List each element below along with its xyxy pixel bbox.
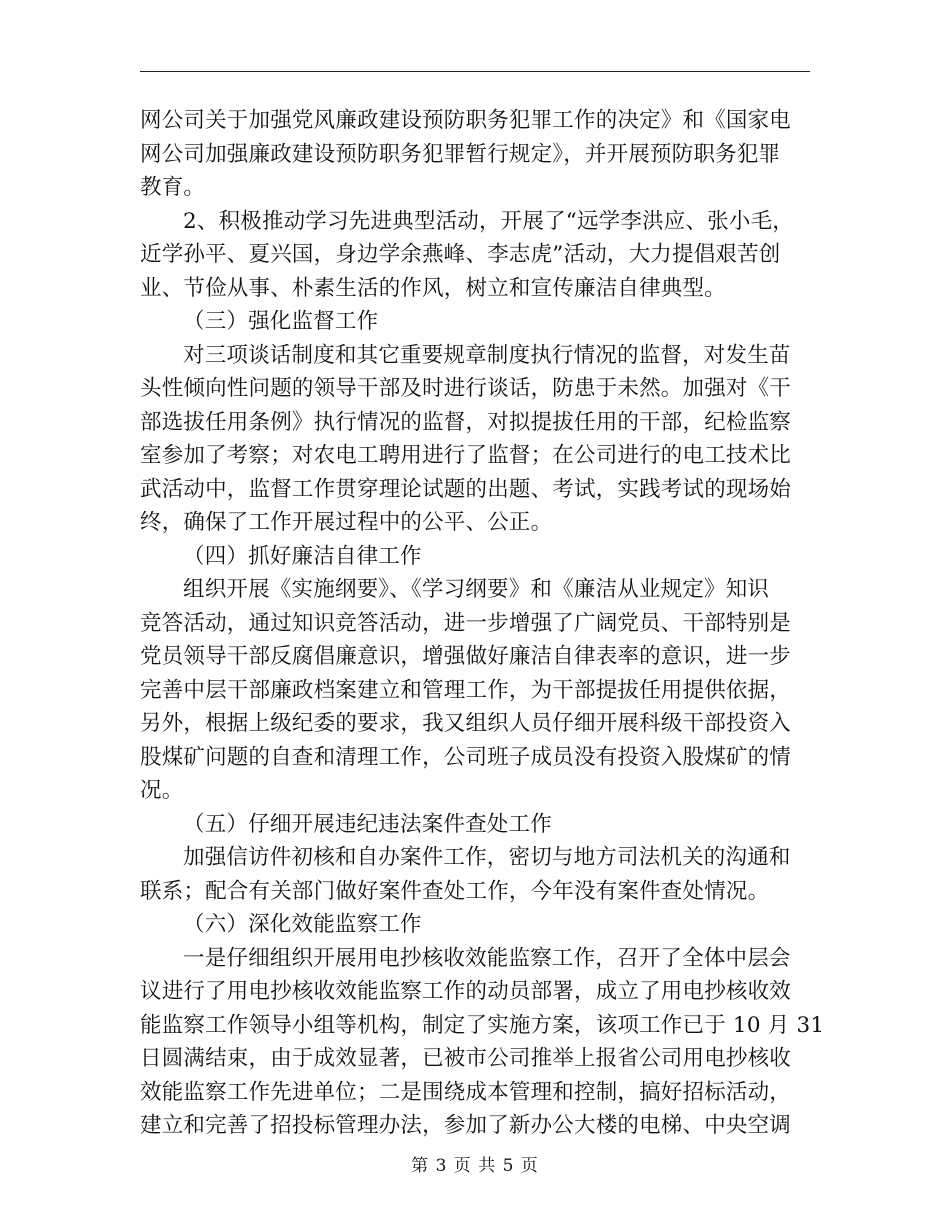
text-line: 武活动中，监督工作贯穿理论试题的出题、考试，实践考试的现场始 <box>140 476 792 502</box>
paragraph-start: 加强信访件初核和自办案件工作，密切与地方司法机关的沟通和 <box>183 845 791 870</box>
text-line: 头性倾向性问题的领导干部及时进行谈话，防患于未然。加强对《干 <box>140 376 792 401</box>
text-line: 议进行了用电抄核收效能监察工作的动员部署，成立了用电抄核收效 <box>140 979 792 1004</box>
text-line: 况。 <box>140 778 184 803</box>
text-line: 业、节俭从事、朴素生活的作风，树立和宣传廉洁自律典型。 <box>140 275 726 301</box>
text-line: 近学孙平、夏兴国，身边学余燕峰、李志虎”活动，大力提倡艰苦创 <box>140 242 781 267</box>
page-number-footer: 第 3 页 共 5 页 <box>411 1156 539 1176</box>
section-heading: （四）抓好廉洁自律工作 <box>183 543 422 569</box>
text-line: 另外，根据上级纪委的要求，我又组织人员仔细开展科级干部投资入 <box>140 711 792 736</box>
section-heading: （三）强化监督工作 <box>183 309 379 334</box>
text-line: 竞答活动，通过知识竞答活动，进一步增强了广阔党员、干部特别是 <box>140 610 792 636</box>
section-heading: （五）仔细开展违纪违法案件查处工作 <box>183 811 552 837</box>
text-line: 股煤矿问题的自查和清理工作，公司班子成员没有投资入股煤矿的情 <box>140 744 792 770</box>
text-line: 效能监察工作先进单位；二是围绕成本管理和控制，搞好招标活动， <box>140 1079 792 1105</box>
text-line: 室参加了考察；对农电工聘用进行了监督；在公司进行的电工技术比 <box>140 443 792 468</box>
text-line: 网公司关于加强党风廉政建设预防职务犯罪工作的决定》和《国家电 <box>140 108 792 133</box>
text-line: 建立和完善了招投标管理办法，参加了新办公大楼的电梯、中央空调 <box>140 1113 792 1138</box>
text-line: 党员领导干部反腐倡廉意识，增强做好廉洁自律表率的意识，进一步 <box>140 644 792 669</box>
document-body <box>140 104 825 1143</box>
text-line: 能监察工作领导小组等机构，制定了实施方案，该项工作已于 10 月 31 <box>140 1012 825 1038</box>
text-line: 日圆满结束，由于成效显著，已被市公司推举上报省公司用电抄核收 <box>140 1046 792 1071</box>
section-heading: （六）深化效能监察工作 <box>183 912 422 937</box>
header-rule <box>140 71 810 72</box>
paragraph-start: 对三项谈话制度和其它重要规章制度执行情况的监督，对发生苗 <box>183 342 791 368</box>
paragraph-start: 组织开展《实施纲要》、《学习纲要》和《廉洁从业规定》知识 <box>183 577 770 602</box>
text-line: 部选拔任用条例》执行情况的监督，对拟提拔任用的干部，纪检监察 <box>140 409 792 435</box>
text-line: 联系；配合有关部门做好案件查处工作，今年没有案件查处情况。 <box>140 878 770 904</box>
text-line: 终，确保了工作开展过程中的公平、公正。 <box>140 510 553 535</box>
text-line: 教育。 <box>140 175 206 200</box>
paragraph-start: 一是仔细组织开展用电抄核收效能监察工作，召开了全体中层会 <box>183 945 791 971</box>
text-line: 网公司加强廉政建设预防职务犯罪暂行规定》，并开展预防职务犯罪 <box>140 141 781 167</box>
text-line: 完善中层干部廉政档案建立和管理工作，为干部提拔任用提供依据， <box>140 677 792 703</box>
paragraph-start: 2、积极推动学习先进典型活动，开展了“远学李洪应、张小毛， <box>183 208 794 234</box>
